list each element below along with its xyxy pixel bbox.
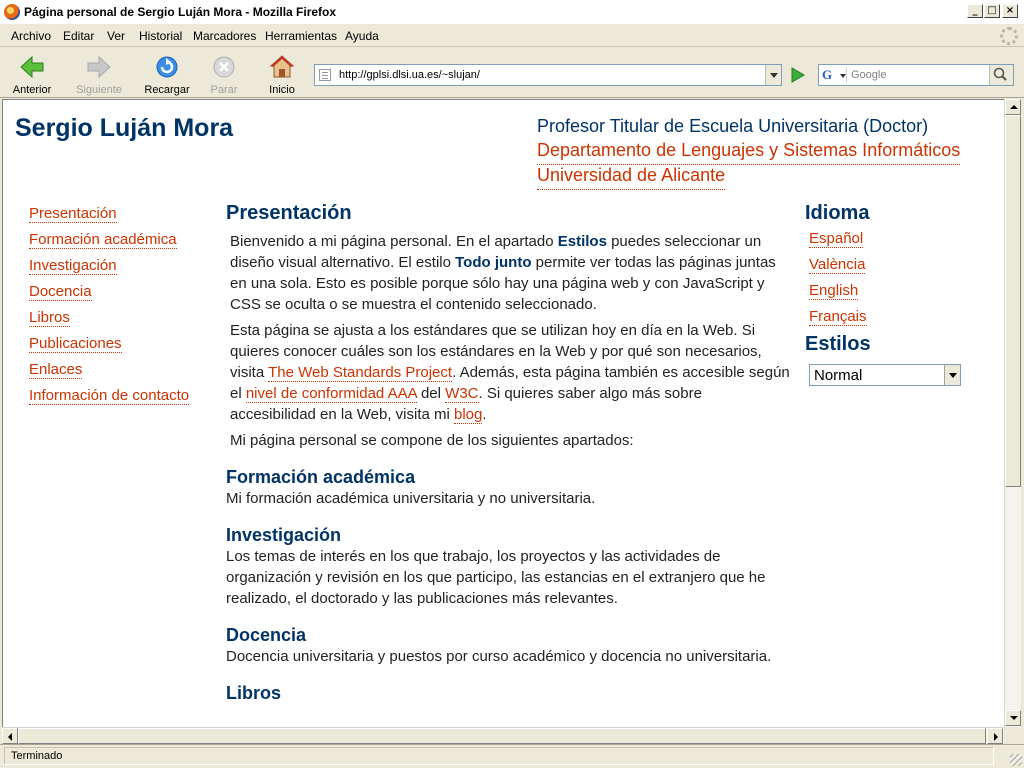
search-icon [990,65,1012,83]
text: . Además, esta página también es accesible según el [230,364,790,402]
department-link[interactable]: Departamento de Lenguajes y Sistemas Informáticos [537,140,960,165]
maximize-button[interactable]: □ [984,4,1000,18]
stop-button[interactable] [200,52,248,96]
page-heading: Presentación [226,202,352,224]
w3c-link[interactable]: W3C [445,385,479,402]
style-select[interactable] [809,364,961,386]
text: Esta página se ajusta a los estándares que se utilizan hoy en día en la Web. Si quieres conocer cuáles son los estándares en la Web y por qué son necesarios, visita [230,322,762,381]
nav-presentacion[interactable]: Presentación [29,205,117,222]
down-arrow-icon [1010,716,1018,720]
reload-label: Recargar [144,84,190,96]
search-bar [818,64,1014,86]
horizontal-scrollbar[interactable] [2,727,1004,744]
url-text: http://gplsi.dlsi.ua.es/~slujan/ [339,69,480,81]
scroll-left-button[interactable] [2,728,18,744]
intro-paragraph-3: Mi página personal se compone de los siguientes apartados: [230,432,634,449]
section-docencia [226,624,791,667]
back-button[interactable] [8,52,56,96]
up-arrow-icon [1010,105,1018,109]
google-icon: G [822,67,833,82]
search-engine-selector[interactable] [821,67,847,83]
go-icon[interactable] [787,65,807,85]
nav-informacion-contacto[interactable]: Información de contacto [29,387,190,404]
intro-paragraph-2 [230,320,791,425]
right-arrow-icon [994,733,998,741]
home-label: Inicio [269,84,295,96]
chevron-down-icon [840,74,846,78]
text: del [416,385,446,402]
style-selected-value: Normal [814,367,863,384]
web-standards-link[interactable]: The Web Standards Project [268,364,453,381]
vertical-scrollbar[interactable] [1004,99,1021,727]
styles-heading: Estilos [805,333,871,355]
menu-archivo[interactable]: Archivo [11,29,52,43]
nav-formacion-academica[interactable]: Formación académica [29,231,177,248]
status-bar [0,744,1024,768]
close-button[interactable]: × [1002,4,1018,18]
bold-text: Estilos [557,233,607,250]
lang-francais[interactable]: Français [809,308,867,325]
menu-editar[interactable]: Editar [63,29,95,43]
chevron-down-icon [944,365,960,385]
blog-link[interactable]: blog [454,406,483,423]
lang-valencia[interactable]: València [809,256,866,273]
section-libros [226,682,791,704]
section-text: Docencia universitaria y puestos por curso académico y docencia no universitaria. [226,648,772,665]
section-text: Mi formación académica universitaria y no universitaria. [226,490,596,507]
reload-button[interactable] [142,52,192,96]
scroll-right-button[interactable] [987,728,1003,744]
text: . Si quieres saber algo más sobre accesibilidad en la Web, visita mi [230,385,702,423]
nav-enlaces[interactable]: Enlaces [29,361,83,378]
menu-bar [0,25,1024,47]
text: puedes seleccionar un diseño visual alternativo. El estilo [230,233,762,271]
site-navigation [29,204,209,412]
intro [226,231,791,451]
main-content [226,202,791,704]
home-button[interactable] [258,52,306,96]
university-link[interactable]: Universidad de Alicante [537,165,725,190]
reload-icon [154,54,180,80]
left-arrow-icon [8,733,12,741]
vertical-scroll-thumb[interactable] [1005,115,1021,487]
text: Bienvenido a mi página personal. En el apartado [230,233,558,250]
nav-publicaciones[interactable]: Publicaciones [29,335,122,352]
page-favicon-icon [319,69,331,81]
back-label: Anterior [12,84,52,96]
back-arrow-icon [19,54,45,80]
page-content [2,99,1004,727]
menu-historial[interactable]: Historial [139,29,183,43]
window-title: Página personal de Sergio Luján Mora - Mozilla Firefox [24,5,337,19]
nav-libros[interactable]: Libros [29,309,70,326]
site-title: Sergio Luján Mora [15,114,234,142]
minimize-button[interactable]: _ [967,4,983,18]
resize-grip-icon[interactable] [1010,754,1022,766]
sidebar [805,202,995,386]
language-heading: Idioma [805,202,870,224]
search-button[interactable] [989,65,1013,85]
text: permite ver todas las páginas juntas en una sola. Esto es posible porque sólo hay una página web y con JavaScript y CSS se oculta o se muestra el contenido seleccionado. [230,254,776,313]
lang-english[interactable]: English [809,282,859,299]
stop-label: Parar [210,84,238,96]
menu-marcadores[interactable]: Marcadores [193,29,257,43]
menu-herramientas[interactable]: Herramientas [265,29,338,43]
language-list [805,229,995,333]
firefox-icon [4,4,20,20]
section-title: Investigación [226,525,342,545]
bold-text: Todo junto [455,254,532,271]
forward-arrow-icon [86,54,112,80]
horizontal-scroll-thumb[interactable] [18,728,986,744]
status-text: Terminado [4,747,994,765]
text: . [482,406,487,423]
throbber-icon [1000,27,1018,45]
lang-espanol[interactable]: Español [809,230,864,247]
nav-investigacion[interactable]: Investigación [29,257,117,274]
url-bar[interactable] [314,64,782,86]
intro-paragraph-1 [230,231,791,315]
section-text: Los temas de interés en los que trabajo, los proyectos y las actividades de organización y revisión en los que participo, las estancias en el extranjero que he realizado, el doctorado y las publicaciones más relevantes. [226,548,766,607]
url-history-dropdown[interactable] [765,65,781,85]
section-title: Formación académica [226,467,416,487]
section-title: Docencia [226,625,307,645]
aaa-conformance-link[interactable]: nivel de conformidad AAA [245,385,417,402]
nav-docencia[interactable]: Docencia [29,283,92,300]
menu-ayuda[interactable]: Ayuda [345,29,379,43]
stop-icon [211,54,237,80]
scroll-down-button[interactable] [1005,710,1021,726]
title-bar [0,0,1024,24]
menu-ver[interactable]: Ver [107,29,126,43]
affiliation [537,116,997,190]
scroll-up-button[interactable] [1005,99,1021,115]
section-title: Libros [226,683,282,703]
search-input[interactable] [851,67,989,83]
position-text: Profesor Titular de Escuela Universitaria (Doctor) [537,116,929,136]
forward-button[interactable] [74,52,124,96]
section-formacion [226,466,791,509]
forward-label: Siguiente [76,84,122,96]
section-investigacion [226,524,791,609]
home-icon [269,54,295,80]
